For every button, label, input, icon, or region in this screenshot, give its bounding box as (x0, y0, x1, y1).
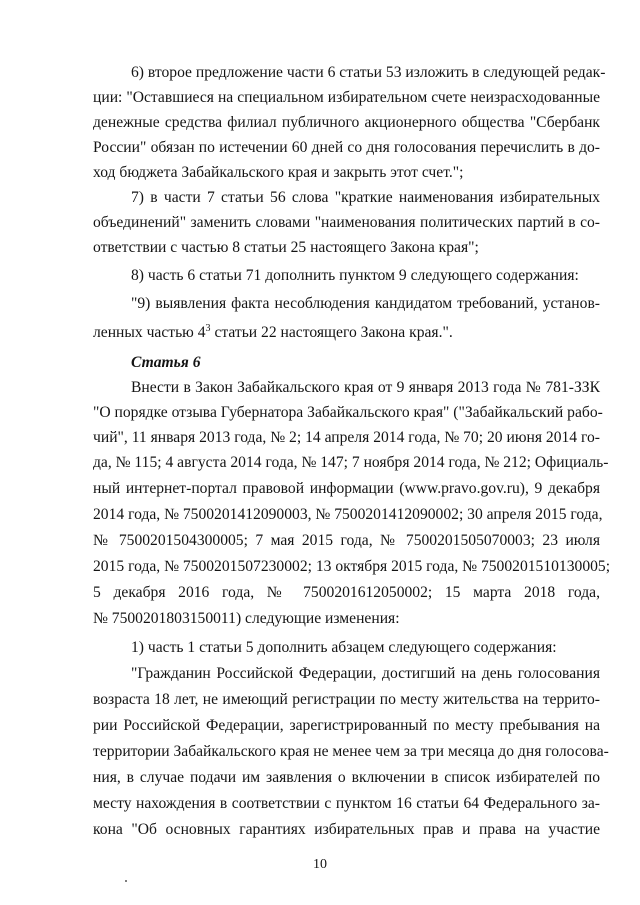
text-line: ный интернет-портал правовой информации (www.pravo.gov.ru), 9 декабря (93, 480, 600, 497)
text-line: № 7500201504300005; 7 мая 2015 года, № 7500201505070003; 23 июля (93, 532, 600, 549)
text-line: ния, в случае подачи им заявления о включении в список избирателей по (93, 769, 600, 786)
text-line: 1) часть 1 статьи 5 дополнить абзацем следующего содержания: (131, 639, 557, 656)
text-line: 5 декабря 2016 года, № 7500201612050002; 15 марта 2018 года, (93, 584, 600, 601)
text-line: денежные средства филиал публичного акционерного общества "Сбербанк (93, 114, 600, 131)
text-fragment: статьи 22 настоящего Закона края.". (214, 324, 453, 341)
page-number: 10 (313, 857, 327, 872)
text-line: возраста 18 лет, не имеющий регистрации по месту жительства на террито- (93, 691, 600, 708)
text-line: 2014 года, № 7500201412090003, № 7500201412090002; 30 апреля 2015 года, (93, 506, 603, 523)
text-line: 8) часть 6 статьи 71 дополнить пунктом 9 следующего содержания: (131, 267, 579, 284)
text-line: Внести в Закон Забайкальского края от 9 января 2013 года № 781-ЗЗК (131, 379, 600, 396)
text-line: 2015 года, № 7500201507230002; 13 октября 2015 года, № 7500201510130005; (93, 558, 611, 575)
text-line: ции: "Оставшиеся на специальном избирательном счете неизрасходованные (93, 89, 600, 106)
text-line: ход бюджета Забайкальского края и закрыть этот счет."; (93, 164, 464, 181)
text-line: "Гражданин Российской Федерации, достигший на день голосования (131, 665, 600, 682)
text-line: месту нахождения в соответствии с пунктом 16 статьи 64 Федерального за- (93, 795, 600, 812)
superscript: 3 (205, 323, 211, 334)
text-line: рии Российской Федерации, зарегистрированный по месту пребывания на (93, 717, 600, 734)
text-line (93, 318, 600, 340)
text-line: да, № 115; 4 августа 2014 года, № 147; 7 ноября 2014 года, № 212; Официаль- (93, 454, 609, 471)
text-line: кона "Об основных гарантиях избирательных прав и права на участие (93, 821, 600, 838)
text-line: ответствии с частью 8 статьи 25 настоящего Закона края"; (93, 239, 479, 256)
text-line: территории Забайкальского края не менее чем за три месяца до дня голосова- (93, 743, 609, 760)
text-line: чий", 11 января 2013 года, № 2; 14 апреля 2014 года, № 70; 20 июня 2014 го- (93, 429, 600, 446)
text-line: "9) выявления факта несоблюдения кандидатом требований, установ- (131, 295, 600, 312)
text-line: "О порядке отзыва Губернатора Забайкальского края" ("Забайкальский рабо- (93, 404, 603, 421)
scan-speck (125, 880, 127, 882)
text-line: объединений" заменить словами "наименования политических партий в со- (93, 214, 600, 231)
text-line: 7) в части 7 статьи 56 слова "краткие наименования избирательных (131, 189, 600, 206)
text-line: России" обязан по истечении 60 дней со дня голосования перечислить в до- (93, 139, 600, 156)
text-fragment: ленных частью 4 (93, 324, 206, 341)
text-line: 6) второе предложение части 6 статьи 53 изложить в следующей редак- (131, 64, 606, 81)
article-heading: Статья 6 (131, 354, 201, 371)
text-line: № 7500201803150011) следующие изменения: (93, 610, 400, 627)
